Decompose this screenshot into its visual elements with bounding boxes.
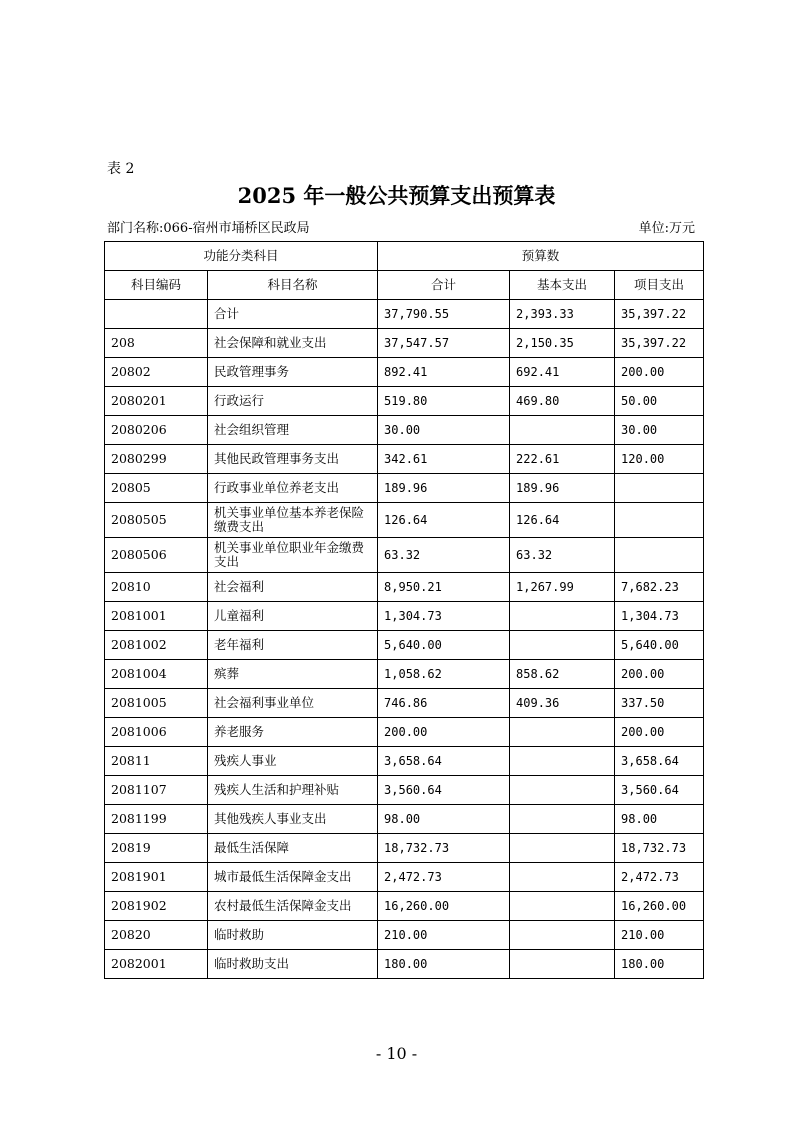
cell-name: 养老服务 bbox=[208, 718, 378, 747]
cell-name: 最低生活保障 bbox=[208, 834, 378, 863]
cell-code: 2081002 bbox=[105, 631, 208, 660]
cell-name: 其他残疾人事业支出 bbox=[208, 805, 378, 834]
cell-total: 892.41 bbox=[378, 358, 510, 387]
page-number: - 10 - bbox=[375, 1044, 418, 1063]
cell-name: 社会福利 bbox=[208, 573, 378, 602]
cell-total: 2,472.73 bbox=[378, 863, 510, 892]
unit-label: 单位:万元 bbox=[638, 221, 695, 236]
cell-project: 1,304.73 bbox=[615, 602, 704, 631]
cell-basic bbox=[510, 747, 615, 776]
cell-code: 20810 bbox=[105, 573, 208, 602]
cell-total: 126.64 bbox=[378, 503, 510, 538]
cell-basic bbox=[510, 892, 615, 921]
cell-name: 合计 bbox=[208, 300, 378, 329]
cell-basic: 222.61 bbox=[510, 445, 615, 474]
cell-basic bbox=[510, 950, 615, 979]
cell-project: 30.00 bbox=[615, 416, 704, 445]
cell-basic: 126.64 bbox=[510, 503, 615, 538]
table-row bbox=[105, 445, 704, 474]
cell-code bbox=[105, 300, 208, 329]
cell-project: 35,397.22 bbox=[615, 300, 704, 329]
cell-code: 20802 bbox=[105, 358, 208, 387]
cell-total: 1,058.62 bbox=[378, 660, 510, 689]
cell-project: 210.00 bbox=[615, 921, 704, 950]
cell-total: 5,640.00 bbox=[378, 631, 510, 660]
cell-total: 18,732.73 bbox=[378, 834, 510, 863]
table-row bbox=[105, 538, 704, 573]
cell-basic bbox=[510, 834, 615, 863]
cell-project: 200.00 bbox=[615, 718, 704, 747]
cell-total: 98.00 bbox=[378, 805, 510, 834]
cell-code: 2081005 bbox=[105, 689, 208, 718]
cell-project: 2,472.73 bbox=[615, 863, 704, 892]
cell-total: 3,658.64 bbox=[378, 747, 510, 776]
cell-total: 37,790.55 bbox=[378, 300, 510, 329]
cell-basic: 189.96 bbox=[510, 474, 615, 503]
cell-code: 2081199 bbox=[105, 805, 208, 834]
cell-code: 208 bbox=[105, 329, 208, 358]
cell-project: 18,732.73 bbox=[615, 834, 704, 863]
cell-total: 180.00 bbox=[378, 950, 510, 979]
cell-project: 337.50 bbox=[615, 689, 704, 718]
table-label: 表 2 bbox=[107, 161, 135, 177]
cell-basic: 63.32 bbox=[510, 538, 615, 573]
table-row bbox=[105, 474, 704, 503]
cell-total: 16,260.00 bbox=[378, 892, 510, 921]
cell-name: 机关事业单位职业年金缴费支出 bbox=[208, 538, 378, 573]
cell-name: 残疾人事业 bbox=[208, 747, 378, 776]
cell-project: 50.00 bbox=[615, 387, 704, 416]
cell-code: 20811 bbox=[105, 747, 208, 776]
cell-total: 63.32 bbox=[378, 538, 510, 573]
cell-name: 机关事业单位基本养老保险缴费支出 bbox=[208, 503, 378, 538]
cell-basic: 469.80 bbox=[510, 387, 615, 416]
table-row bbox=[105, 805, 704, 834]
cell-name: 社会福利事业单位 bbox=[208, 689, 378, 718]
cell-name: 社会组织管理 bbox=[208, 416, 378, 445]
table-row bbox=[105, 631, 704, 660]
cell-basic: 692.41 bbox=[510, 358, 615, 387]
cell-code: 2082001 bbox=[105, 950, 208, 979]
cell-name: 行政事业单位养老支出 bbox=[208, 474, 378, 503]
cell-code: 2081004 bbox=[105, 660, 208, 689]
cell-basic bbox=[510, 805, 615, 834]
cell-basic bbox=[510, 776, 615, 805]
table-row bbox=[105, 329, 704, 358]
cell-code: 2081001 bbox=[105, 602, 208, 631]
header-functional-classification: 功能分类科目 bbox=[105, 242, 378, 271]
table-row bbox=[105, 776, 704, 805]
cell-basic: 409.36 bbox=[510, 689, 615, 718]
cell-name: 其他民政管理事务支出 bbox=[208, 445, 378, 474]
cell-project: 7,682.23 bbox=[615, 573, 704, 602]
header-budget-amount: 预算数 bbox=[378, 242, 704, 271]
table-row bbox=[105, 503, 704, 538]
department-name: 部门名称:066-宿州市埇桥区民政局 bbox=[107, 221, 310, 236]
cell-total: 1,304.73 bbox=[378, 602, 510, 631]
table-row bbox=[105, 892, 704, 921]
page-title: 2025 年一般公共预算支出预算表 bbox=[237, 183, 556, 208]
cell-total: 3,560.64 bbox=[378, 776, 510, 805]
cell-total: 210.00 bbox=[378, 921, 510, 950]
cell-project: 5,640.00 bbox=[615, 631, 704, 660]
cell-name: 社会保障和就业支出 bbox=[208, 329, 378, 358]
cell-project bbox=[615, 474, 704, 503]
cell-code: 2081902 bbox=[105, 892, 208, 921]
cell-code: 20805 bbox=[105, 474, 208, 503]
cell-project: 180.00 bbox=[615, 950, 704, 979]
cell-code: 2080206 bbox=[105, 416, 208, 445]
cell-total: 30.00 bbox=[378, 416, 510, 445]
table-row bbox=[105, 573, 704, 602]
cell-total: 746.86 bbox=[378, 689, 510, 718]
cell-project: 35,397.22 bbox=[615, 329, 704, 358]
cell-basic: 858.62 bbox=[510, 660, 615, 689]
cell-project: 200.00 bbox=[615, 660, 704, 689]
table-row bbox=[105, 718, 704, 747]
cell-name: 老年福利 bbox=[208, 631, 378, 660]
table-row bbox=[105, 416, 704, 445]
column-header-name: 科目名称 bbox=[208, 271, 378, 300]
table-row bbox=[105, 921, 704, 950]
cell-basic bbox=[510, 602, 615, 631]
cell-code: 2080505 bbox=[105, 503, 208, 538]
cell-name: 民政管理事务 bbox=[208, 358, 378, 387]
cell-name: 农村最低生活保障金支出 bbox=[208, 892, 378, 921]
budget-table bbox=[104, 241, 704, 979]
cell-basic bbox=[510, 921, 615, 950]
cell-name: 临时救助 bbox=[208, 921, 378, 950]
column-header-project: 项目支出 bbox=[615, 271, 704, 300]
cell-code: 2080506 bbox=[105, 538, 208, 573]
cell-total: 342.61 bbox=[378, 445, 510, 474]
cell-basic bbox=[510, 416, 615, 445]
cell-project bbox=[615, 503, 704, 538]
table-row bbox=[105, 689, 704, 718]
cell-code: 20819 bbox=[105, 834, 208, 863]
cell-project bbox=[615, 538, 704, 573]
cell-name: 殡葬 bbox=[208, 660, 378, 689]
cell-name: 城市最低生活保障金支出 bbox=[208, 863, 378, 892]
cell-code: 20820 bbox=[105, 921, 208, 950]
cell-basic bbox=[510, 863, 615, 892]
cell-project: 120.00 bbox=[615, 445, 704, 474]
cell-basic: 2,393.33 bbox=[510, 300, 615, 329]
cell-name: 临时救助支出 bbox=[208, 950, 378, 979]
cell-code: 2080201 bbox=[105, 387, 208, 416]
table-row bbox=[105, 300, 704, 329]
column-header-basic: 基本支出 bbox=[510, 271, 615, 300]
table-row bbox=[105, 660, 704, 689]
cell-code: 2081107 bbox=[105, 776, 208, 805]
cell-basic: 1,267.99 bbox=[510, 573, 615, 602]
cell-total: 519.80 bbox=[378, 387, 510, 416]
cell-name: 残疾人生活和护理补贴 bbox=[208, 776, 378, 805]
cell-code: 2081901 bbox=[105, 863, 208, 892]
table-row bbox=[105, 747, 704, 776]
column-header-code: 科目编码 bbox=[105, 271, 208, 300]
cell-project: 98.00 bbox=[615, 805, 704, 834]
cell-basic bbox=[510, 718, 615, 747]
cell-code: 2081006 bbox=[105, 718, 208, 747]
cell-project: 3,560.64 bbox=[615, 776, 704, 805]
cell-basic: 2,150.35 bbox=[510, 329, 615, 358]
cell-name: 行政运行 bbox=[208, 387, 378, 416]
cell-total: 200.00 bbox=[378, 718, 510, 747]
cell-total: 8,950.21 bbox=[378, 573, 510, 602]
table-row bbox=[105, 358, 704, 387]
cell-project: 200.00 bbox=[615, 358, 704, 387]
cell-code: 2080299 bbox=[105, 445, 208, 474]
table-row bbox=[105, 950, 704, 979]
cell-total: 37,547.57 bbox=[378, 329, 510, 358]
cell-basic bbox=[510, 631, 615, 660]
table-row bbox=[105, 834, 704, 863]
cell-project: 3,658.64 bbox=[615, 747, 704, 776]
cell-total: 189.96 bbox=[378, 474, 510, 503]
cell-project: 16,260.00 bbox=[615, 892, 704, 921]
table-row bbox=[105, 602, 704, 631]
cell-name: 儿童福利 bbox=[208, 602, 378, 631]
table-row bbox=[105, 863, 704, 892]
table-row bbox=[105, 387, 704, 416]
column-header-total: 合计 bbox=[378, 271, 510, 300]
